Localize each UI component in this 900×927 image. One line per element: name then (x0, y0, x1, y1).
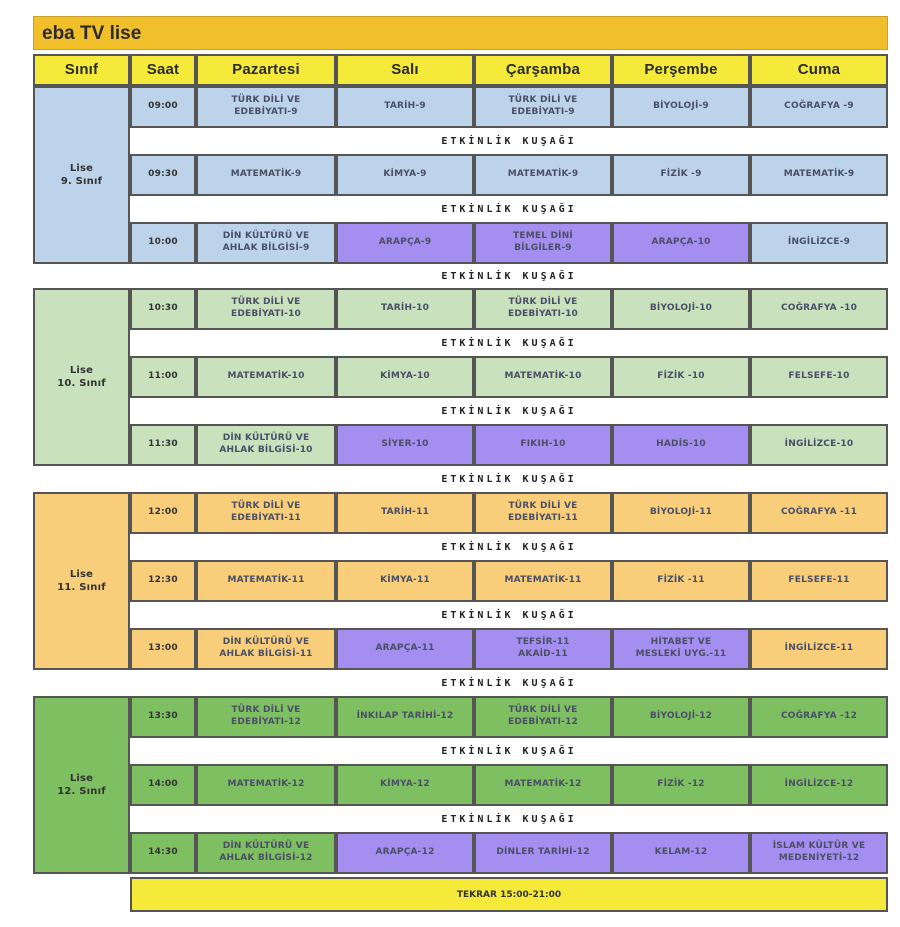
lesson-cuma: İNGİLİZCE-12 (750, 764, 888, 806)
lesson-cuma: COĞRAFYA -10 (750, 288, 888, 330)
column-header: Pazartesi (196, 54, 336, 86)
lesson-sali: İNKILAP TARİHİ-12 (336, 696, 474, 738)
time-slot: 09:30 (130, 154, 196, 196)
lesson-pazartesi: TÜRK DİLİ VE EDEBİYATI-10 (196, 288, 336, 330)
lesson-cuma: İNGİLİZCE-9 (750, 222, 888, 264)
lesson-persembe: BİYOLOJİ-11 (612, 492, 750, 534)
time-slot: 10:00 (130, 222, 196, 264)
lesson-persembe: FİZİK -12 (612, 764, 750, 806)
repeat-footer: TEKRAR 15:00-21:00 (130, 877, 888, 912)
lesson-cuma: COĞRAFYA -12 (750, 696, 888, 738)
lesson-pazartesi: MATEMATİK-10 (196, 356, 336, 398)
lesson-persembe: BİYOLOJİ-9 (612, 86, 750, 128)
lesson-carsamba: TÜRK DİLİ VE EDEBİYATI-10 (474, 288, 612, 330)
class-label: Lise 10. Sınıf (33, 288, 130, 466)
column-header: Perşembe (612, 54, 750, 86)
lesson-sali: KİMYA-10 (336, 356, 474, 398)
column-header: Saat (130, 54, 196, 86)
lesson-persembe: BİYOLOJİ-10 (612, 288, 750, 330)
column-header: Cuma (750, 54, 888, 86)
page-title: eba TV lise (33, 16, 888, 50)
lesson-cuma: COĞRAFYA -9 (750, 86, 888, 128)
lesson-pazartesi: TÜRK DİLİ VE EDEBİYATI-9 (196, 86, 336, 128)
lesson-cuma: MATEMATİK-9 (750, 154, 888, 196)
lesson-carsamba: MATEMATİK-9 (474, 154, 612, 196)
lesson-cuma: FELSEFE-10 (750, 356, 888, 398)
lesson-cuma: İNGİLİZCE-11 (750, 628, 888, 670)
lesson-persembe: HADİS-10 (612, 424, 750, 466)
lesson-cuma: İSLAM KÜLTÜR VE MEDENİYETİ-12 (750, 832, 888, 874)
activity-band: ETKİNLİK KUŞAĞI (130, 670, 888, 696)
lesson-persembe: HİTABET VE MESLEKİ UYG.-11 (612, 628, 750, 670)
time-slot: 14:00 (130, 764, 196, 806)
lesson-pazartesi: DİN KÜLTÜRÜ VE AHLAK BİLGİSİ-9 (196, 222, 336, 264)
lesson-sali: TARİH-11 (336, 492, 474, 534)
activity-band: ETKİNLİK KUŞAĞI (130, 196, 888, 222)
lesson-carsamba: MATEMATİK-12 (474, 764, 612, 806)
lesson-sali: TARİH-9 (336, 86, 474, 128)
lesson-pazartesi: DİN KÜLTÜRÜ VE AHLAK BİLGİSİ-11 (196, 628, 336, 670)
time-slot: 13:30 (130, 696, 196, 738)
activity-band: ETKİNLİK KUŞAĞI (130, 738, 888, 764)
activity-band: ETKİNLİK KUŞAĞI (130, 806, 888, 832)
time-slot: 09:00 (130, 86, 196, 128)
time-slot: 11:00 (130, 356, 196, 398)
lesson-persembe: FİZİK -10 (612, 356, 750, 398)
lesson-sali: KİMYA-11 (336, 560, 474, 602)
lesson-carsamba: TEMEL DİNİ BİLGİLER-9 (474, 222, 612, 264)
lesson-pazartesi: MATEMATİK-11 (196, 560, 336, 602)
lesson-persembe: FİZİK -9 (612, 154, 750, 196)
lesson-carsamba: TÜRK DİLİ VE EDEBİYATI-12 (474, 696, 612, 738)
lesson-sali: ARAPÇA-9 (336, 222, 474, 264)
lesson-sali: TARİH-10 (336, 288, 474, 330)
activity-band: ETKİNLİK KUŞAĞI (130, 398, 888, 424)
lesson-carsamba: MATEMATİK-10 (474, 356, 612, 398)
time-slot: 13:00 (130, 628, 196, 670)
lesson-carsamba: TEFSİR-11 AKAİD-11 (474, 628, 612, 670)
lesson-carsamba: MATEMATİK-11 (474, 560, 612, 602)
lesson-sali: SİYER-10 (336, 424, 474, 466)
lesson-pazartesi: TÜRK DİLİ VE EDEBİYATI-11 (196, 492, 336, 534)
lesson-pazartesi: MATEMATİK-9 (196, 154, 336, 196)
column-header: Sınıf (33, 54, 130, 86)
lesson-persembe: BİYOLOJİ-12 (612, 696, 750, 738)
time-slot: 12:30 (130, 560, 196, 602)
class-label: Lise 11. Sınıf (33, 492, 130, 670)
lesson-sali: ARAPÇA-12 (336, 832, 474, 874)
lesson-cuma: FELSEFE-11 (750, 560, 888, 602)
activity-band: ETKİNLİK KUŞAĞI (130, 330, 888, 356)
lesson-sali: ARAPÇA-11 (336, 628, 474, 670)
time-slot: 12:00 (130, 492, 196, 534)
activity-band: ETKİNLİK KUŞAĞI (130, 466, 888, 492)
activity-band: ETKİNLİK KUŞAĞI (130, 264, 888, 288)
lesson-persembe: ARAPÇA-10 (612, 222, 750, 264)
lesson-carsamba: FIKIH-10 (474, 424, 612, 466)
activity-band: ETKİNLİK KUŞAĞI (130, 128, 888, 154)
column-header: Salı (336, 54, 474, 86)
lesson-pazartesi: MATEMATİK-12 (196, 764, 336, 806)
lesson-cuma: COĞRAFYA -11 (750, 492, 888, 534)
class-label: Lise 12. Sınıf (33, 696, 130, 874)
activity-band: ETKİNLİK KUŞAĞI (130, 602, 888, 628)
activity-band: ETKİNLİK KUŞAĞI (130, 534, 888, 560)
lesson-carsamba: DİNLER TARİHİ-12 (474, 832, 612, 874)
lesson-sali: KİMYA-9 (336, 154, 474, 196)
lesson-cuma: İNGİLİZCE-10 (750, 424, 888, 466)
lesson-persembe: FİZİK -11 (612, 560, 750, 602)
lesson-carsamba: TÜRK DİLİ VE EDEBİYATI-9 (474, 86, 612, 128)
lesson-pazartesi: TÜRK DİLİ VE EDEBİYATI-12 (196, 696, 336, 738)
lesson-sali: KİMYA-12 (336, 764, 474, 806)
lesson-persembe: KELAM-12 (612, 832, 750, 874)
lesson-pazartesi: DİN KÜLTÜRÜ VE AHLAK BİLGİSİ-12 (196, 832, 336, 874)
column-header: Çarşamba (474, 54, 612, 86)
time-slot: 11:30 (130, 424, 196, 466)
time-slot: 10:30 (130, 288, 196, 330)
class-label: Lise 9. Sınıf (33, 86, 130, 264)
lesson-carsamba: TÜRK DİLİ VE EDEBİYATI-11 (474, 492, 612, 534)
lesson-pazartesi: DİN KÜLTÜRÜ VE AHLAK BİLGİSİ-10 (196, 424, 336, 466)
time-slot: 14:30 (130, 832, 196, 874)
